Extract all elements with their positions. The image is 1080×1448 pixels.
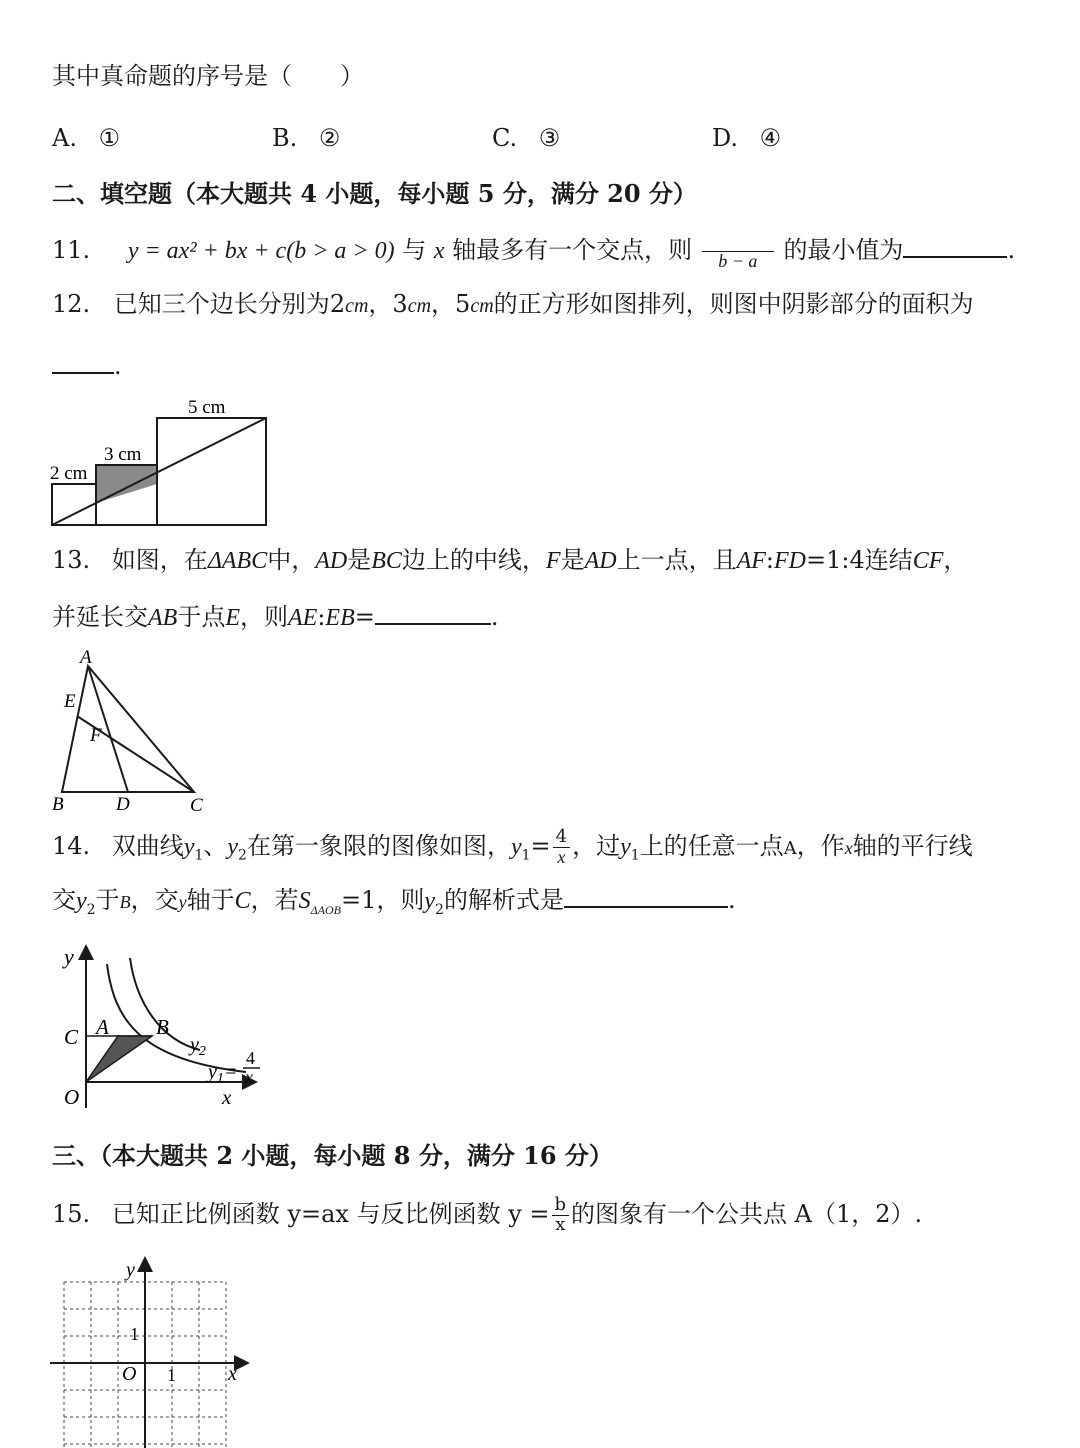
q14-y-axis: y <box>178 892 187 912</box>
fraction-numerator: b <box>552 1196 570 1216</box>
label-f: F <box>90 725 102 746</box>
figure-13-triangle <box>40 644 230 820</box>
section-2-heading: 二、填空题（本大题共 4 小题，每小题 5 分，满分 20 分） <box>52 179 697 208</box>
section-3-heading: 三、（本大题共 2 小题，每小题 8 分，满分 16 分） <box>52 1141 613 1170</box>
label-x-axis: x <box>222 1085 232 1109</box>
q12-value: 2 <box>329 290 346 318</box>
separator: ， <box>431 290 456 318</box>
q14-text: 轴的平行线 <box>852 831 973 860</box>
q13-math: AE <box>288 605 318 631</box>
label-a: A <box>96 1015 109 1039</box>
q13-math: AF <box>736 548 766 574</box>
label-4: 4 <box>246 1048 255 1068</box>
q14-sub: 1 <box>630 847 640 864</box>
question-15 <box>52 1196 922 1235</box>
q14-text: ，若 <box>250 886 299 914</box>
answer-blank[interactable] <box>375 623 491 625</box>
fraction-numerator: 4 <box>553 828 570 848</box>
separator: ， <box>368 290 393 318</box>
period: . <box>490 603 499 631</box>
q14-y: y <box>424 888 436 914</box>
q12-unit: cm <box>470 295 494 317</box>
q13-text: ，则 <box>240 603 288 631</box>
q12-value: 3 <box>392 290 408 318</box>
label-y1: $y_1=$ <box>208 1061 238 1086</box>
q13-math: EB <box>325 605 355 631</box>
question-number: 11. <box>52 235 91 264</box>
q14-y: y <box>510 833 522 860</box>
label-b: B <box>52 794 64 815</box>
q14-text: 双曲线 <box>111 831 184 860</box>
q14-text: 交 <box>52 886 76 914</box>
q11-x: x <box>433 237 445 264</box>
q14-text: =1，则 <box>340 886 425 914</box>
q11-text: 轴最多有一个交点，则 <box>452 235 693 264</box>
square-5cm <box>157 418 266 525</box>
q13-text: : <box>765 546 774 574</box>
label-3cm: 3 cm <box>104 444 142 465</box>
q12-unit: cm <box>407 295 432 317</box>
q15-fraction <box>552 1196 570 1235</box>
q13-math: CF <box>912 548 944 574</box>
q14-y: y <box>227 833 239 860</box>
period: . <box>727 886 736 914</box>
q13-text: 边上的中线， <box>401 546 546 574</box>
option-value: ② <box>318 124 341 152</box>
label-2cm: 2 cm <box>50 463 88 484</box>
option-label: D. <box>712 124 739 152</box>
q13-text: 上一点，且 <box>616 546 737 574</box>
q14-sub: 1 <box>521 847 531 864</box>
option-label: A. <box>52 124 77 152</box>
q15-text: 的图象有一个公共点 A（1，2）. <box>571 1199 923 1228</box>
q13-math: AD <box>584 548 617 574</box>
label-x-axis: x <box>228 1363 237 1385</box>
q13-math: AB <box>148 605 178 631</box>
fraction-denominator: x <box>557 846 566 867</box>
q14-text: 的解析式是 <box>443 886 564 914</box>
figure-14-hyperbolas <box>50 940 280 1116</box>
q14-s: S <box>298 888 311 914</box>
shaded-region <box>96 465 157 503</box>
q13-text: 于点 <box>177 603 226 631</box>
label-d: D <box>116 794 130 815</box>
q13-text: 并延长交 <box>52 603 148 631</box>
answer-blank[interactable] <box>52 372 114 374</box>
q10-option-d <box>712 124 781 152</box>
question-13-line2 <box>52 603 499 633</box>
q13-math: BC <box>371 548 402 574</box>
q14-text: 上的任意一点 <box>639 831 784 860</box>
label-y-axis: y <box>64 944 74 969</box>
square-2cm <box>52 484 96 525</box>
q14-text: 于 <box>95 886 120 914</box>
q13-text: 中， <box>267 546 316 574</box>
label-o: O <box>122 1363 137 1385</box>
q14-sub: 2 <box>435 901 444 918</box>
q14-b: B <box>119 892 131 912</box>
q14-a: A <box>783 837 797 859</box>
q14-text: 、 <box>203 831 228 860</box>
q14-y: y <box>620 833 631 860</box>
label-5cm: 5 cm <box>188 397 226 418</box>
q13-line1 <box>112 546 968 574</box>
q13-math: FD <box>774 548 806 574</box>
q11-text: 与 <box>402 235 427 264</box>
q14-sub: 2 <box>238 847 247 864</box>
label-y2: $y_2$ <box>190 1034 206 1059</box>
label-b: B <box>156 1015 169 1039</box>
q13-text: 是 <box>347 546 372 574</box>
q12-text: 的正方形如图排列，则图中阴影部分的面积为 <box>493 290 974 318</box>
question-number: 15. <box>52 1199 91 1228</box>
q13-math: E <box>225 605 240 631</box>
q10-option-b <box>272 124 340 152</box>
q10-stem: 其中真命题的序号是（ ） <box>52 62 364 90</box>
curve-y1 <box>107 964 246 1072</box>
q14-text: ，交 <box>130 886 179 914</box>
question-13 <box>52 546 967 576</box>
q14-sub: 1 <box>194 847 204 864</box>
q14-text: ，过 <box>572 831 621 860</box>
q12-unit: cm <box>345 295 369 317</box>
option-label: C. <box>492 124 518 152</box>
q13-text: 如图，在 <box>111 546 208 574</box>
option-value: ④ <box>759 124 782 152</box>
fraction-denominator: b − a <box>718 250 758 271</box>
q14-x: x <box>844 837 853 858</box>
period: . <box>1007 235 1016 264</box>
label-1-y: 1 <box>130 1324 139 1344</box>
triangle-abc <box>62 666 194 792</box>
q14-sub: 2 <box>86 901 96 918</box>
q14-s-sub: ΔAOB <box>310 902 341 917</box>
q13-text: : <box>317 603 326 631</box>
q12-value: 5 <box>455 290 471 318</box>
question-12 <box>52 290 974 319</box>
label-1-x: 1 <box>167 1365 176 1385</box>
fraction-denominator: x <box>555 1213 566 1235</box>
label-c: C <box>190 795 203 816</box>
q15-text: 已知正比例函数 y=ax 与反比例函数 y = <box>111 1199 550 1228</box>
q13-math: F <box>545 548 561 574</box>
answer-blank[interactable] <box>903 256 1007 258</box>
q14-text: 轴于 <box>186 886 235 914</box>
q12-answer-line <box>52 352 122 381</box>
label-c: C <box>64 1025 79 1049</box>
q12-text: 已知三个边长分别为 <box>113 290 330 318</box>
label-o: O <box>64 1085 80 1109</box>
q14-c: C <box>234 888 251 914</box>
q11-fraction <box>702 232 774 271</box>
q13-math: ΔABC <box>207 548 268 574</box>
figure-15-grid <box>46 1254 256 1448</box>
option-value: ③ <box>538 124 561 152</box>
option-value: ① <box>98 124 121 152</box>
q14-text: ，作 <box>796 831 845 860</box>
q10-option-a <box>52 124 120 152</box>
label-e: E <box>64 691 76 712</box>
answer-blank[interactable] <box>564 906 728 908</box>
label-x-den: x <box>245 1067 253 1087</box>
q14-fraction <box>553 828 570 867</box>
question-number: 14. <box>52 831 91 860</box>
question-14 <box>52 828 973 867</box>
q13-text: =1:4连结 <box>806 546 913 574</box>
figure-12-squares <box>40 392 280 534</box>
q13-text: 是 <box>560 546 585 574</box>
q13-math: AD <box>315 548 348 574</box>
period: . <box>114 352 122 380</box>
q11-text: 的最小值为 <box>783 235 904 264</box>
question-number: 13. <box>52 546 91 574</box>
question-11 <box>52 232 1015 271</box>
q11-expression: y = ax² + bx + c(b > a > 0) <box>127 237 395 264</box>
q14-eq: = <box>530 831 551 860</box>
q14-y: y <box>183 833 195 860</box>
triangle-aob <box>86 1036 152 1082</box>
q14-y: y <box>76 888 87 914</box>
question-number: 12. <box>52 290 91 318</box>
q10-option-c <box>492 124 560 152</box>
question-14-line2 <box>52 886 736 919</box>
fraction-numerator <box>702 232 774 252</box>
label-a: A <box>80 647 92 668</box>
label-y-axis: y <box>126 1259 135 1281</box>
option-label: B. <box>272 124 298 152</box>
q13-text: ， <box>943 546 968 574</box>
q13-text: = <box>354 603 375 631</box>
q14-text: 在第一象限的图像如图， <box>246 831 511 860</box>
